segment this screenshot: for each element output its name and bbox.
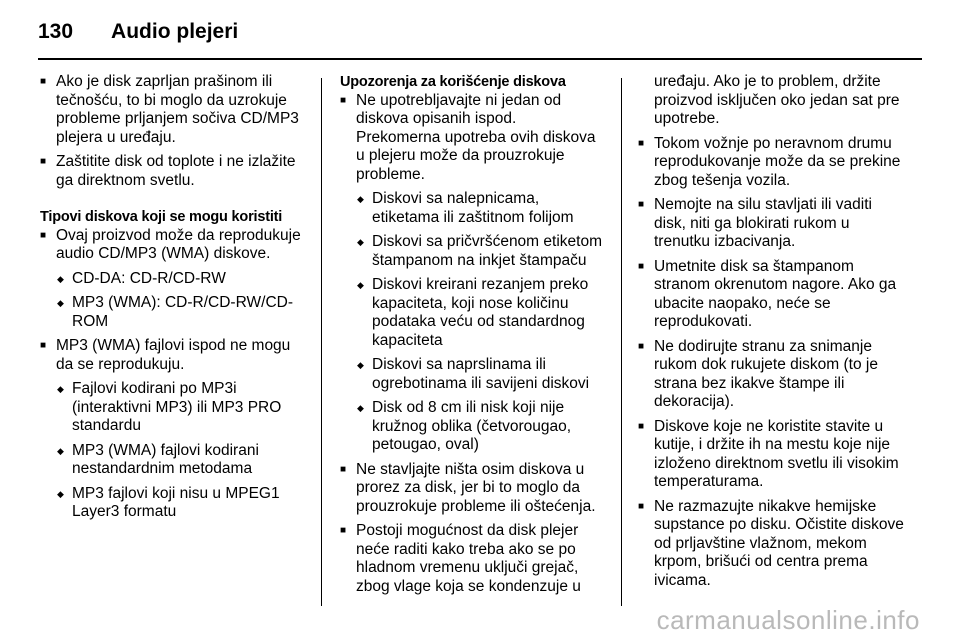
column-divider-1 [321, 78, 322, 606]
page-header [38, 14, 238, 50]
sub-bullet-cd-da: ◆ CD-DA: CD-R/CD-RW [40, 270, 308, 289]
bullet-rough-road: ■ Tokom vožnje po neravnom drumu reprodukovanje može da se prekine zbog tešenja vozila. [638, 135, 908, 191]
sub-bullet-mp3-wma: ◆ MP3 (WMA): CD-R/CD-RW/CD-ROM [40, 294, 308, 331]
column-divider-2 [621, 78, 622, 606]
condensation-continued: uređaju. Ako je to problem, držite proizvod isključen oko jedan sat pre upotrebe. [654, 73, 900, 127]
bullet-unsupported-files: ■ MP3 (WMA) fajlovi ispod ne mogu da se reprodukuju. [40, 337, 308, 374]
page-number: 130 [38, 20, 74, 43]
sub-bullet-cracked: ◆ Diskovi sa naprslinama ili ogrebotinama ili savijeni diskovi [340, 356, 605, 393]
sub-bullet-mp3i: ◆ Fajlovi kodirani po MP3i (interaktivni MP3) ili MP3 PRO standardu [40, 380, 308, 436]
sub-bullet-8cm: ◆ Disk od 8 cm ili nisk koji nije kružnog oblika (četvorougao, petougao, oval) [340, 399, 605, 455]
bullet-label-up: ■ Umetnite disk sa štampanom stranom okrenutom nagore. Ako ga ubacite naopako, neće se reprodukovati. [638, 258, 908, 332]
bullet-supported-formats: ■ Ovaj proizvod može da reprodukuje audio CD/MP3 (WMA) diskove. [40, 227, 308, 264]
sub-bullet-labels: ◆ Diskovi sa nalepnicama, etiketama ili zaštitnom folijom [340, 190, 605, 227]
page-title: Audio plejeri [111, 20, 239, 43]
bullet-do-not-use: ■ Ne upotrebljavajte ni jedan od diskova opisanih ispod. [340, 92, 605, 129]
column-1 [40, 73, 308, 528]
bullet-storage: ■ Diskove koje ne koristite stavite u kutije, i držite ih na mestu koje nije izloženo direktnom svetlu ili visokim temperaturama. [638, 418, 908, 492]
section-heading-disc-types: Tipovi diskova koji se mogu koristiti [40, 209, 283, 225]
bullet-dirty-disc: ■ Ako je disk zaprljan prašinom ili tečnošću, to bi moglo da uzrokuje probleme prljanjem sočiva CD/MP3 plejera u uređaju. [40, 73, 308, 147]
bullet-do-not-use-continued: Prekomerna upotreba ovih diskova u plejeru može da prouzrokuje probleme. [356, 128, 596, 183]
bullet-no-force: ■ Nemojte na silu stavljati ili vaditi disk, niti ga blokirati rukom u trenutku izbacivanja. [638, 196, 908, 252]
sub-bullet-overburned: ◆ Diskovi kreirani rezanjem preko kapaciteta, koji nose količinu podataka veću od standardnog kapaciteta [340, 276, 605, 350]
section-heading-disc-warnings: Upozorenja za korišćenje diskova [340, 74, 566, 90]
sub-bullet-not-mpeg1: ◆ MP3 fajlovi koji nisu u MPEG1 Layer3 formatu [40, 485, 308, 522]
sub-bullet-inkjet: ◆ Diskovi sa pričvršćenom etiketom štampanom na inkjet štampaču [340, 233, 605, 270]
bullet-recording-side: ■ Ne dodirujte stranu za snimanje rukom dok rukujete diskom (to je strana bez ikakve štampe ili dekoracija). [638, 338, 908, 412]
bullet-protect-heat: ■ Zaštitite disk od toplote i ne izlažite ga direktnom svetlu. [40, 153, 308, 190]
watermark: carmanualsonline.info [656, 605, 920, 635]
bullet-condensation: ■ Postoji mogućnost da disk plejer neće raditi kako treba ako se po hladnom vremenu uključi grejač, zbog vlage koja se kondenzuje u [340, 522, 605, 596]
column-3 [638, 73, 908, 596]
sub-bullet-nonstandard: ◆ MP3 (WMA) fajlovi kodirani nestandardnim metodama [40, 442, 308, 479]
column-2 [340, 73, 605, 602]
bullet-slot-only-discs: ■ Ne stavljajte ništa osim diskova u prorez za disk, jer bi to moglo da prouzrokuje probleme ili oštećenja. [340, 461, 605, 517]
header-rule [38, 58, 922, 60]
bullet-cleaning: ■ Ne razmazujte nikakve hemijske supstance po disku. Očistite diskove od prljavštine vlažnom, mekom krpom, brišući od centra prema ivicama. [638, 498, 908, 591]
